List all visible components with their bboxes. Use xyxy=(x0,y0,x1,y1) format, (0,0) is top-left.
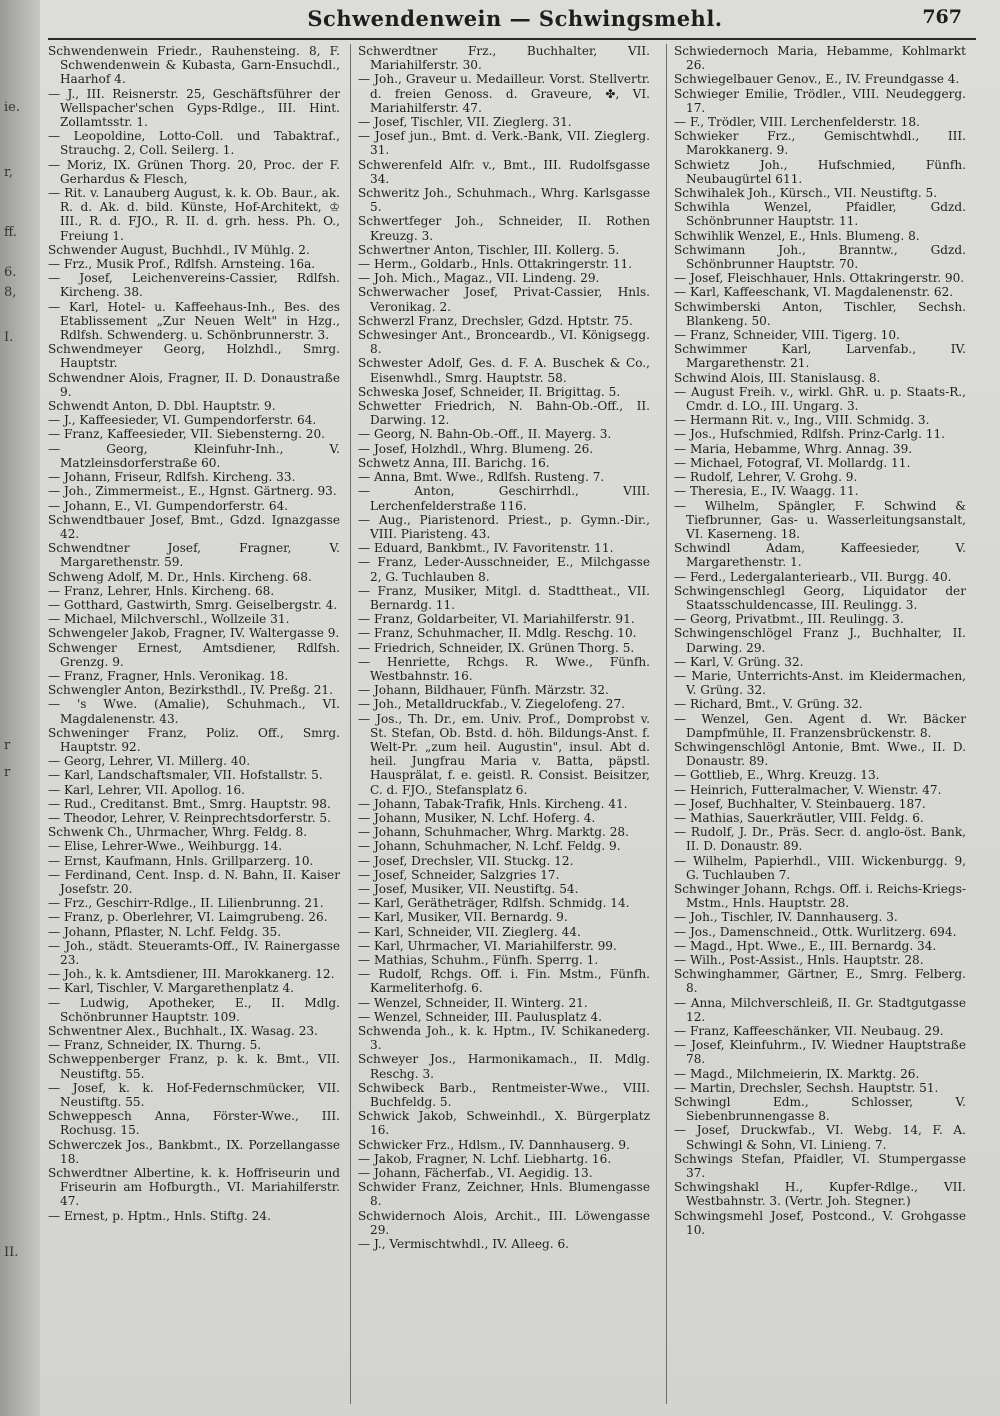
directory-entry: Schwieker Frz., Gemischtwhdl., III. Marokkanerg. 9. xyxy=(674,129,966,158)
directory-entry: — Ferdinand, Cent. Insp. d. N. Bahn, II. Kaiser Josefstr. 20. xyxy=(48,867,340,896)
directory-entry: Schwertfeger Joh., Schneider, II. Rothen Kreuzg. 3. xyxy=(358,214,650,243)
directory-entry: Schwihalek Joh., Kürsch., VII. Neustiftg. 5. xyxy=(674,186,938,201)
directory-entry: — Karl, Gerätheträger, Rdlfsh. Schmidg. 14. xyxy=(358,896,630,911)
directory-entry: — Josef, Buchhalter, V. Steinbauerg. 187. xyxy=(674,796,926,811)
directory-entry: Schwendt Anton, D. Dbl. Hauptstr. 9. xyxy=(48,399,276,414)
directory-entry: — Josef, Druckwfab., VI. Webg. 14, F. A. Schwingl & Sohn, VI. Linieng. 7. xyxy=(674,1123,966,1152)
directory-entry: — Franz, Schuhmacher, II. Mdlg. Reschg. 10. xyxy=(358,626,637,641)
directory-entry: — Franz, Leder-Ausschneider, E., Milchgasse 2, G. Tuchlauben 8. xyxy=(358,555,650,584)
directory-entry: — Maria, Hebamme, Whrg. Annag. 39. xyxy=(674,441,913,456)
directory-entry: — Karl, Lehrer, VII. Apollog. 16. xyxy=(48,782,245,797)
directory-entry: Schwenger Ernest, Amtsdiener, Rdlfsh. Grenzg. 9. xyxy=(48,640,340,669)
directory-entry: — J., Kaffeesieder, VI. Gumpendorferstr. 64. xyxy=(48,413,317,428)
directory-entry: — Michael, Milchverschl., Wollzeile 31. xyxy=(48,612,290,627)
directory-entry: — Anna, Bmt. Wwe., Rdlfsh. Rusteng. 7. xyxy=(358,470,605,485)
directory-entry: — Johann, Schuhmacher, N. Lchf. Feldg. 9. xyxy=(358,839,621,854)
directory-entry: Schwerzl Franz, Drechsler, Gdzd. Hptstr. 75. xyxy=(358,313,633,328)
directory-entry: Schweninger Franz, Poliz. Off., Smrg. Hauptstr. 92. xyxy=(48,725,340,754)
directory-entry: — Anton, Geschirrhdl., VIII. Lerchenfelderstraße 116. xyxy=(358,484,650,513)
directory-entry: Schwindl Adam, Kaffeesieder, V. Margarethenstr. 1. xyxy=(674,541,966,570)
directory-entry: — Johann, Friseur, Rdlfsh. Kircheng. 33. xyxy=(48,470,296,485)
directory-entry: — Frz., Geschirr-Rdlge., II. Lilienbrunng. 21. xyxy=(48,896,324,911)
directory-entry: — Franz, Schneider, IX. Thurng. 5. xyxy=(48,1038,262,1053)
directory-entry: Schweppenberger Franz, p. k. k. Bmt., VII. Neustiftg. 55. xyxy=(48,1052,340,1081)
directory-entry: — Joh. Mich., Magaz., VII. Lindeng. 29. xyxy=(358,271,600,286)
directory-entry: — Eduard, Bankbmt., IV. Favoritenstr. 11. xyxy=(358,541,614,556)
edge-mark: 6. xyxy=(4,265,17,280)
directory-entry: — Theresia, E., IV. Waagg. 11. xyxy=(674,484,859,499)
directory-entry: Schwender August, Buchhdl., IV Mühlg. 2. xyxy=(48,242,310,257)
directory-entry: — Joh., Zimmermeist., E., Hgnst. Gärtnerg. 93. xyxy=(48,484,337,499)
directory-entry: — Franz, Lehrer, Hnls. Kircheng. 68. xyxy=(48,583,275,598)
directory-entry: Schwendenwein Friedr., Rauhensteing. 8, F. Schwendenwein & Kubasta, Garn-Ensuchdl., Haarhof 4. xyxy=(48,44,340,87)
directory-entry: — Johann, Fächerfab., VI. Aegidig. 13. xyxy=(358,1166,593,1181)
edge-mark: r xyxy=(4,765,11,780)
directory-entry: — Josef, Kleinfuhrm., IV. Wiedner Hauptstraße 78. xyxy=(674,1038,966,1067)
edge-mark: I. xyxy=(4,330,14,345)
directory-entry: Schwerdtner Frz., Buchhalter, VII. Mariahilferstr. 30. xyxy=(358,44,650,73)
directory-entry: — Johann, E., VI. Gumpendorferstr. 64. xyxy=(48,498,289,513)
directory-entry: — Georg, N. Bahn-Ob.-Off., II. Mayerg. 3. xyxy=(358,427,612,442)
directory-entry: — Joh., Metalldruckfab., V. Ziegelofeng. 27. xyxy=(358,697,625,712)
directory-entry: — Hermann Rit. v., Ing., VIII. Schmidg. 3. xyxy=(674,413,930,428)
directory-entry: — Rit. v. Lanauberg August, k. k. Ob. Baur., ak. R. d. Ak. d. bild. Künste, Hof-Architekt, ♔ III., R. d. FJO., R. II. d. grh. hess. Ph. O., Freiung 1. xyxy=(48,186,340,243)
directory-entry: — Jakob, Fragner, N. Lchf. Liebhartg. 16. xyxy=(358,1151,612,1166)
directory-entry: Schweritz Joh., Schuhmach., Whrg. Karlsgasse 5. xyxy=(358,186,650,215)
edge-mark: 8, xyxy=(4,285,17,300)
directory-entry: — Josef, k. k. Hof-Federnschmücker, VII. Neustiftg. 55. xyxy=(48,1080,340,1110)
directory-entry: Schwengler Anton, Bezirksthdl., IV. Preßg. 21. xyxy=(48,683,333,698)
directory-entry: Schwingshakl H., Kupfer-Rdlge., VII. Westbahnstr. 3. (Vertr. Joh. Stegner.) xyxy=(674,1180,966,1209)
directory-entry: Schwenda Joh., k. k. Hptm., IV. Schikanederg. 3. xyxy=(358,1024,650,1053)
directory-entry: — Anna, Milchverschleiß, II. Gr. Stadtgutgasse 12. xyxy=(674,995,966,1024)
directory-entry: — Ernst, Kaufmann, Hnls. Grillparzerg. 10. xyxy=(48,853,314,868)
directory-entry: Schwihla Wenzel, Pfaidler, Gdzd. Schönbrunner Hauptstr. 11. xyxy=(674,200,966,229)
directory-entry: — Michael, Fotograf, VI. Mollardg. 11. xyxy=(674,455,911,470)
directory-entry: Schwidernoch Alois, Archit., III. Löwengasse 29. xyxy=(358,1208,650,1237)
directory-entry: — Josef, Schneider, Salzgries 17. xyxy=(358,867,560,882)
directory-entry: — Karl, V. Grüng. 32. xyxy=(674,654,804,669)
directory-entry: — Joh., städt. Steueramts-Off., IV. Rainergasse 23. xyxy=(48,938,340,967)
directory-entry: Schwinger Johann, Rchgs. Off. i. Reichs-Kriegs-Mstm., Hnls. Hauptstr. 28. xyxy=(674,881,966,911)
directory-entry: Schwentner Alex., Buchhalt., IX. Wasag. 23. xyxy=(48,1024,318,1039)
directory-entry: Schwingenschlögel Franz J., Buchhalter, II. Darwing. 29. xyxy=(674,626,966,655)
directory-entry: Schweng Adolf, M. Dr., Hnls. Kircheng. 68. xyxy=(48,569,312,584)
directory-entry: Schwingenschlegl Georg, Liquidator der Staatsschuldencasse, III. Reulingg. 3. xyxy=(674,583,966,612)
directory-entry: — Rudolf, Rchgs. Off. i. Fin. Mstm., Fünfh. Karmeliterhofg. 6. xyxy=(358,967,650,996)
directory-entry: — Franz, p. Oberlehrer, VI. Laimgrubeng. 26. xyxy=(48,910,328,925)
directory-entry: Schwiegelbauer Genov., E., IV. Freundgasse 4. xyxy=(674,72,960,87)
directory-entry: — Ernest, p. Hptm., Hnls. Stiftg. 24. xyxy=(48,1208,271,1223)
directory-entry: — Friedrich, Schneider, IX. Grünen Thorg. 5. xyxy=(358,640,635,655)
directory-entry: — Wenzel, Schneider, II. Winterg. 21. xyxy=(358,995,588,1010)
directory-entry: — Marie, Unterrichts-Anst. im Kleidermachen, V. Grüng. 32. xyxy=(674,668,966,698)
directory-entry: Schwiedernoch Maria, Hebamme, Kohlmarkt 26. xyxy=(674,44,966,73)
directory-entry: Schwingsmehl Josef, Postcond., V. Grohgasse 10. xyxy=(674,1208,966,1237)
directory-entry: — Joh., Graveur u. Medailleur. Vorst. Stellvertr. d. freien Genoss. d. Graveure, ✤, VI. Mariahilferstr. 47. xyxy=(358,72,650,115)
directory-entry: — Leopoldine, Lotto-Coll. und Tabaktraf., Strauchg. 2, Coll. Seilerg. 1. xyxy=(48,129,340,158)
directory-entry: — Rudolf, J. Dr., Präs. Secr. d. anglo-öst. Bank, II. D. Donaustr. 89. xyxy=(674,825,966,854)
directory-entry: — Wilh., Post-Assist., Hnls. Hauptstr. 28. xyxy=(674,953,924,967)
directory-entry: Schwinghammer, Gärtner, E., Smrg. Felberg. 8. xyxy=(674,967,966,996)
directory-entry: — Josef, Musiker, VII. Neustiftg. 54. xyxy=(358,881,579,896)
directory-entry: — Mathias, Schuhm., Fünfh. Sperrg. 1. xyxy=(358,953,599,967)
column-right xyxy=(674,44,966,1410)
directory-entry: — Joh., k. k. Amtsdiener, III. Marokkanerg. 12. xyxy=(48,967,335,982)
directory-entry: Schwimann Joh., Branntw., Gdzd. Schönbrunner Hauptstr. 70. xyxy=(674,242,966,272)
directory-entry: — Georg, Kleinfuhr-Inh., V. Matzleinsdorferstraße 60. xyxy=(48,441,340,470)
directory-entry: — August Freih. v., wirkl. GhR. u. p. Staats-R., Cmdr. d. LO., III. Ungarg. 3. xyxy=(674,384,966,414)
directory-entry: — Johann, Bildhauer, Fünfh. Märzstr. 32. xyxy=(358,683,609,698)
directory-entry: — Herm., Goldarb., Hnls. Ottakringerstr. 11. xyxy=(358,257,633,272)
directory-entry: — Heinrich, Futteralmacher, V. Wienstr. 47. xyxy=(674,782,942,797)
directory-entry: — Josef, Holzhdl., Whrg. Blumeng. 26. xyxy=(358,441,594,456)
directory-entry: Schwider Franz, Zeichner, Hnls. Blumengasse 8. xyxy=(358,1180,650,1209)
running-title: Schwendenwein — Schwingsmehl. xyxy=(307,6,723,31)
directory-entry: — Johann, Tabak-Trafik, Hnls. Kircheng. 41. xyxy=(358,796,628,811)
directory-entry: — Franz, Musiker, Mitgl. d. Stadttheat., VII. Bernardg. 11. xyxy=(358,583,650,612)
directory-entry: — Josef jun., Bmt. d. Verk.-Bank, VII. Zieglerg. 31. xyxy=(358,129,650,158)
binding-edge xyxy=(0,0,40,1416)
directory-entry: — Martin, Drechsler, Sechsh. Hauptstr. 51. xyxy=(674,1080,939,1095)
directory-entry: Schwetz Anna, III. Barichg. 16. xyxy=(358,455,550,470)
directory-entry: — Wilhelm, Spängler, F. Schwind & Tiefbrunner, Gas- u. Wasserleitungsanstalt, VI. Kaserneng. 18. xyxy=(674,498,966,541)
directory-entry: — Frz., Musik Prof., Rdlfsh. Arnsteing. 16a. xyxy=(48,257,316,272)
directory-entry: — 's Wwe. (Amalie), Schuhmach., VI. Magdalenenstr. 43. xyxy=(48,697,340,726)
directory-entry: Schwimberski Anton, Tischler, Sechsh. Blankeng. 50. xyxy=(674,299,966,328)
directory-entry: Schwings Stefan, Pfaidler, VI. Stumpergasse 37. xyxy=(674,1151,966,1181)
directory-entry: Schwicker Frz., Hdlsm., IV. Dannhauserg. 9. xyxy=(358,1137,630,1152)
directory-entry: — Johann, Pflaster, N. Lchf. Feldg. 35. xyxy=(48,924,282,939)
directory-entry: — J., III. Reisnerstr. 25, Geschäftsführer der Wellspacher'schen Gyps-Rdlge., III. Hint. Zollamtsstr. 1. xyxy=(48,86,340,130)
page-header xyxy=(40,4,990,38)
directory-entry: — Joh., Tischler, IV. Dannhauserg. 3. xyxy=(674,910,898,925)
directory-entry: — Johann, Musiker, N. Lchf. Hoferg. 4. xyxy=(358,810,596,825)
directory-entry: — Aug., Piaristenord. Priest., p. Gymn.-Dir., VIII. Piaristeng. 43. xyxy=(358,512,650,541)
directory-entry: — Franz, Fragner, Hnls. Veronikag. 18. xyxy=(48,668,289,683)
directory-entry: — Franz, Schneider, VIII. Tigerg. 10. xyxy=(674,328,900,343)
directory-entry: Schwengeler Jakob, Fragner, IV. Waltergasse 9. xyxy=(48,626,340,641)
directory-entry: — Karl, Kaffeeschank, VI. Magdalenenstr. 62. xyxy=(674,285,954,300)
directory-entry: Schwetter Friedrich, N. Bahn-Ob.-Off., II. Darwing. 12. xyxy=(358,399,650,428)
directory-entry: Schwendmeyer Georg, Holzhdl., Smrg. Hauptstr. xyxy=(48,342,340,371)
directory-entry: Schwimmer Karl, Larvenfab., IV. Margarethenstr. 21. xyxy=(674,342,966,371)
directory-entry: — Karl, Hotel- u. Kaffeehaus-Inh., Bes. des Etablissement „Zur Neuen Welt" in Hzg., Rdlfsh. Schwenderg. u. Schönbrunnerstr. 3. xyxy=(48,299,340,343)
directory-entry: Schwietz Joh., Hufschmied, Fünfh. Neubaugürtel 611. xyxy=(674,157,966,186)
directory-entry: — Ferd., Ledergalanteriearb., VII. Burgg. 40. xyxy=(674,569,952,584)
directory-entry: — Karl, Musiker, VII. Bernardg. 9. xyxy=(358,910,568,925)
column-left xyxy=(48,44,340,1410)
directory-entry: Schwester Adolf, Ges. d. F. A. Buschek & Co., Eisenwhdl., Smrg. Hauptstr. 58. xyxy=(358,356,650,385)
edge-mark: ff. xyxy=(4,225,17,240)
directory-entry: Schwendner Alois, Fragner, II. D. Donaustraße 9. xyxy=(48,370,340,399)
directory-entry: Schweppesch Anna, Förster-Wwe., III. Rochusg. 15. xyxy=(48,1109,340,1138)
directory-entry: Schwind Alois, III. Stanislausg. 8. xyxy=(674,370,881,385)
directory-entry: — Jos., Th. Dr., em. Univ. Prof., Domprobst v. St. Stefan, Ob. Bstd. d. höh. Bildungs-Anst. f. Welt-Pr. „zum heil. Augustin", insul. Abt d. heil. Jungfrau Maria v. Batta, päpstl. Hausprälat, f. e. geistl. R. Consist. Beisitzer, C. d. FJO., Stefansplatz 6. xyxy=(358,711,650,797)
directory-entry: Schwieger Emilie, Trödler., VIII. Neudeggerg. 17. xyxy=(674,86,966,115)
directory-entry: — Karl, Landschaftsmaler, VII. Hofstallstr. 5. xyxy=(48,768,323,783)
directory-entry: — Georg, Privatbmt., III. Reulingg. 3. xyxy=(674,612,904,627)
directory-entry: Schwerdtner Albertine, k. k. Hoffriseurin und Friseurin am Hofburgth., VI. Mariahilferstr. 47. xyxy=(48,1166,340,1209)
page-number: 767 xyxy=(922,6,962,28)
directory-entry: — Moriz, IX. Grünen Thorg. 20, Proc. der F. Gerhardus & Flesch, xyxy=(48,157,340,186)
directory-entry: Schwertner Anton, Tischler, III. Kollerg. 5. xyxy=(358,242,620,257)
directory-entry: — Rudolf, Lehrer, V. Grohg. 9. xyxy=(674,470,858,485)
directory-entry: — Magd., Hpt. Wwe., E., III. Bernardg. 34. xyxy=(674,938,937,953)
directory-entry: — Franz, Kaffeeschänker, VII. Neubaug. 29. xyxy=(674,1024,944,1039)
edge-mark: r xyxy=(4,738,11,753)
directory-entry: Schweyer Jos., Harmonikamach., II. Mdlg. Reschg. 3. xyxy=(358,1052,650,1081)
directory-entry: — Mathias, Sauerkräutler, VIII. Feldg. 6. xyxy=(674,810,924,825)
directory-entry: Schwerczek Jos., Bankbmt., IX. Porzellangasse 18. xyxy=(48,1137,340,1166)
directory-entry: — Jos., Hufschmied, Rdlfsh. Prinz-Carlg. 11. xyxy=(674,427,945,442)
directory-entry: Schwick Jakob, Schweinhdl., X. Bürgerplatz 16. xyxy=(358,1109,650,1138)
column-middle xyxy=(358,44,650,1410)
directory-entry: — Johann, Schuhmacher, Whrg. Marktg. 28. xyxy=(358,825,629,840)
directory-entry: — J., Vermischtwhdl., IV. Alleeg. 6. xyxy=(358,1237,570,1252)
directory-entry: Schwibeck Barb., Rentmeister-Wwe., VIII. Buchfeldg. 5. xyxy=(358,1080,650,1110)
directory-entry: — Magd., Milchmeierin, IX. Marktg. 26. xyxy=(674,1066,920,1081)
directory-entry: Schweska Josef, Schneider, II. Brigittag. 5. xyxy=(358,384,621,399)
directory-entry: — Gotthard, Gastwirth, Smrg. Geiselbergstr. 4. xyxy=(48,597,338,612)
directory-entry: — Wenzel, Schneider, III. Paulusplatz 4. xyxy=(358,1009,603,1024)
directory-entry: — Jos., Damenschneid., Ottk. Wurlitzerg. 694. xyxy=(674,924,957,939)
edge-mark: II. xyxy=(4,1245,19,1260)
directory-entry: — Karl, Schneider, VII. Zieglerg. 44. xyxy=(358,924,581,939)
directory-entry: Schwingenschlögl Antonie, Bmt. Wwe., II. D. Donaustr. 89. xyxy=(674,739,966,769)
directory-entry: — Josef, Drechsler, VII. Stuckg. 12. xyxy=(358,853,574,868)
directory-entry: — Henriette, Rchgs. R. Wwe., Fünfh. Westbahnstr. 16. xyxy=(358,654,650,683)
directory-entry: — Gottlieb, E., Whrg. Kreuzg. 13. xyxy=(674,768,880,783)
directory-entry: Schwingl Edm., Schlosser, V. Siebenbrunnengasse 8. xyxy=(674,1095,966,1124)
directory-entry: Schwerenfeld Alfr. v., Bmt., III. Rudolfsgasse 34. xyxy=(358,157,650,186)
directory-entry: — Franz, Kaffeesieder, VII. Siebensterng. 20. xyxy=(48,427,326,442)
directory-entry: — Josef, Leichenvereins-Cassier, Rdlfsh. Kircheng. 38. xyxy=(48,271,340,300)
directory-entry: — F., Trödler, VIII. Lerchenfelderstr. 18. xyxy=(674,115,920,130)
directory-entry: — Franz, Goldarbeiter, VI. Mariahilferstr. 91. xyxy=(358,612,635,627)
column-divider xyxy=(666,44,667,1404)
directory-entry: — Rud., Creditanst. Bmt., Smrg. Hauptstr. 98. xyxy=(48,796,331,811)
directory-entry: Schwerwacher Josef, Privat-Cassier, Hnls. Veronikag. 2. xyxy=(358,285,650,314)
directory-entry: Schwendtner Josef, Fragner, V. Margarethenstr. 59. xyxy=(48,541,340,570)
directory-entry: — Ludwig, Apotheker, E., II. Mdlg. Schönbrunner Hauptstr. 109. xyxy=(48,995,340,1024)
header-rule xyxy=(48,38,976,40)
directory-entry: — Theodor, Lehrer, V. Reinprechtsdorferstr. 5. xyxy=(48,810,331,825)
directory-entry: — Elise, Lehrer-Wwe., Weihburgg. 14. xyxy=(48,839,283,854)
directory-entry: — Georg, Lehrer, VI. Millerg. 40. xyxy=(48,754,251,769)
column-divider xyxy=(350,44,351,1404)
directory-entry: — Karl, Uhrmacher, VI. Mariahilferstr. 99. xyxy=(358,938,617,953)
edge-mark: ie. xyxy=(4,100,20,115)
directory-entry: Schwesinger Ant., Bronceardb., VI. Königsegg. 8. xyxy=(358,328,650,357)
directory-entry: Schwihlik Wenzel, E., Hnls. Blumeng. 8. xyxy=(674,228,920,243)
directory-entry: Schwenk Ch., Uhrmacher, Whrg. Feldg. 8. xyxy=(48,825,308,840)
directory-entry: — Karl, Tischler, V. Margarethenplatz 4. xyxy=(48,981,294,996)
directory-entry: — Josef, Fleischhauer, Hnls. Ottakringerstr. 90. xyxy=(674,271,965,286)
directory-entry: — Richard, Bmt., V. Grüng. 32. xyxy=(674,697,863,712)
directory-entry: Schwendtbauer Josef, Bmt., Gdzd. Ignazgasse 42. xyxy=(48,512,340,541)
directory-entry: — Wenzel, Gen. Agent d. Wr. Bäcker Dampfmühle, II. Franzensbrückenstr. 8. xyxy=(674,711,966,740)
edge-mark: r, xyxy=(4,165,13,180)
directory-entry: — Josef, Tischler, VII. Zieglerg. 31. xyxy=(358,115,572,130)
directory-entry: — Wilhelm, Papierhdl., VIII. Wickenburgg. 9, G. Tuchlauben 7. xyxy=(674,853,966,882)
